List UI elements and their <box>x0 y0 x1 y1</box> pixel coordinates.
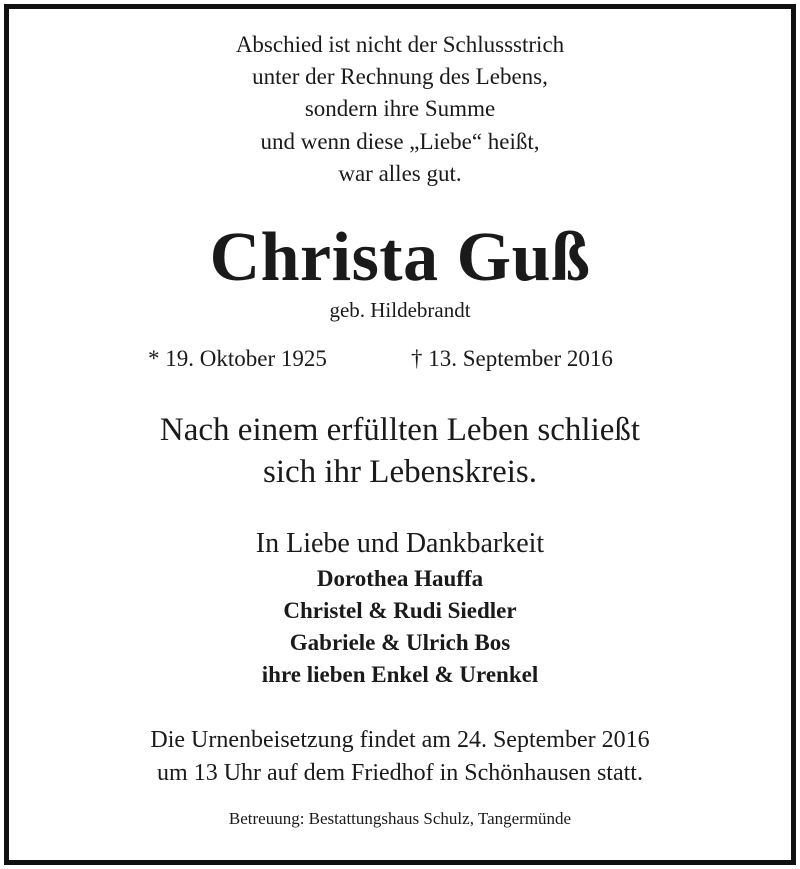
funeral-line: Die Urnenbeisetzung findet am 24. September 2016 <box>150 727 650 753</box>
mourners-intro: In Liebe und Dankbarkeit <box>255 528 545 559</box>
sentence-line: sich ihr Lebenskreis. <box>262 454 537 490</box>
poem-line: sondern ihre Summe <box>304 96 496 121</box>
poem-line: war alles gut. <box>338 161 462 186</box>
poem-line: und wenn diese „Liebe“ heißt, <box>260 129 540 154</box>
deceased-name: Christa Guß <box>209 219 591 296</box>
funeral-line: um 13 Uhr auf dem Friedhof in Schönhausen statt. <box>157 760 643 786</box>
mourner-name: Christel & Rudi Siedler <box>283 598 517 623</box>
death-date: † 13. September 2016 <box>411 346 613 371</box>
poem-line: unter der Rechnung des Lebens, <box>252 64 548 89</box>
birth-name: geb. Hildebrandt <box>329 298 471 322</box>
undertaker-note: Betreuung: Bestattungshaus Schulz, Tangermünde <box>228 809 572 828</box>
life-dates <box>0 342 800 376</box>
mourner-name: Dorothea Hauffa <box>316 566 484 591</box>
mourner-name: Gabriele & Ulrich Bos <box>289 630 511 655</box>
mourner-name: ihre lieben Enkel & Urenkel <box>261 662 539 687</box>
poem-line: Abschied ist nicht der Schlussstrich <box>235 32 565 57</box>
birth-date: * 19. Oktober 1925 <box>148 346 327 371</box>
sentence-line: Nach einem erfüllten Leben schließt <box>159 412 641 448</box>
